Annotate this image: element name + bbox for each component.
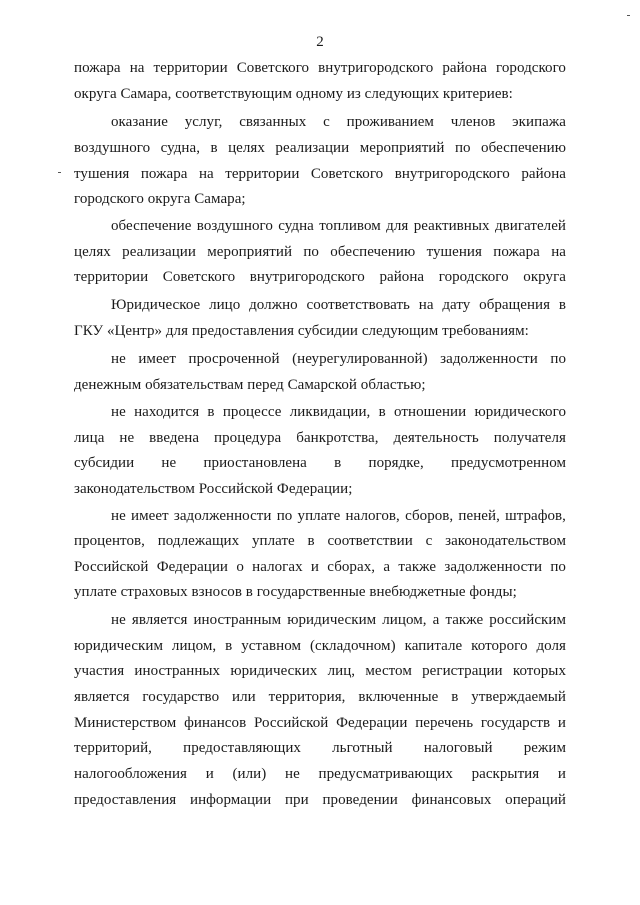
scan-mark-left [58,172,61,173]
text-line: не имеет просроченной (неурегулированной) задолженности по [111,351,566,367]
text-line: округа Самара, соответствующим одному из следующих критериев: [74,86,513,102]
text-line: процентов, подлежащих уплате в соответствии с законодательством [74,533,566,549]
text-line: оказание услуг, связанных с проживанием членов экипажа [111,114,566,130]
text-line: не находится в процессе ликвидации, в отношении юридического [111,404,566,420]
text-line: предоставления информации при проведении финансовых операций [74,792,566,808]
text-line: Министерством финансов Российской Федерации перечень государств и [74,715,566,731]
page-number: 2 [316,34,324,50]
text-line: ГКУ «Центр» для предоставления субсидии следующим требованиям: [74,323,529,339]
text-line: лица не введена процедура банкротства, деятельность получателя [74,430,566,446]
text-line: законодательством Российской Федерации; [74,481,353,497]
text-line: не является иностранным юридическим лицом, а также российским [111,612,566,628]
text-line: целях реализации мероприятий по обеспечению тушения пожара на [74,244,566,260]
text-line: тушения пожара на территории Советского внутригородского района [74,166,566,182]
text-line: участия иностранных юридических лиц, местом регистрации которых [74,663,566,679]
text-line: является государство или территория, включенные в утверждаемый [74,689,566,705]
text-line: денежным обязательствам перед Самарской областью; [74,377,426,393]
text-line: налогообложения и (или) не предусматривающих раскрытия и [74,766,566,782]
text-line: обеспечение воздушного судна топливом для реактивных двигателей [111,218,566,234]
text-line: Юридическое лицо должно соответствовать на дату обращения в [111,297,566,313]
text-line: городского округа Самара; [74,191,246,207]
text-line: юридическим лицом, в уставном (складочном) капитале которого доля [74,638,566,654]
scan-mark-top-right [627,15,630,16]
text-line: уплате страховых взносов в государственные внебюджетные фонды; [74,584,517,600]
text-line: пожара на территории Советского внутригородского района городского [74,60,566,76]
text-line: территории Советского внутригородского района городского округа [74,269,566,285]
text-line: воздушного судна, в целях реализации мероприятий по обеспечению [74,140,566,156]
text-line: Российской Федерации о налогах и сборах, а также задолженности по [74,559,566,575]
text-line: субсидии не приостановлена в порядке, предусмотренном [74,455,566,471]
text-line: территорий, предоставляющих льготный налоговый режим [74,740,566,756]
text-line: не имеет задолженности по уплате налогов, сборов, пеней, штрафов, [111,508,566,524]
